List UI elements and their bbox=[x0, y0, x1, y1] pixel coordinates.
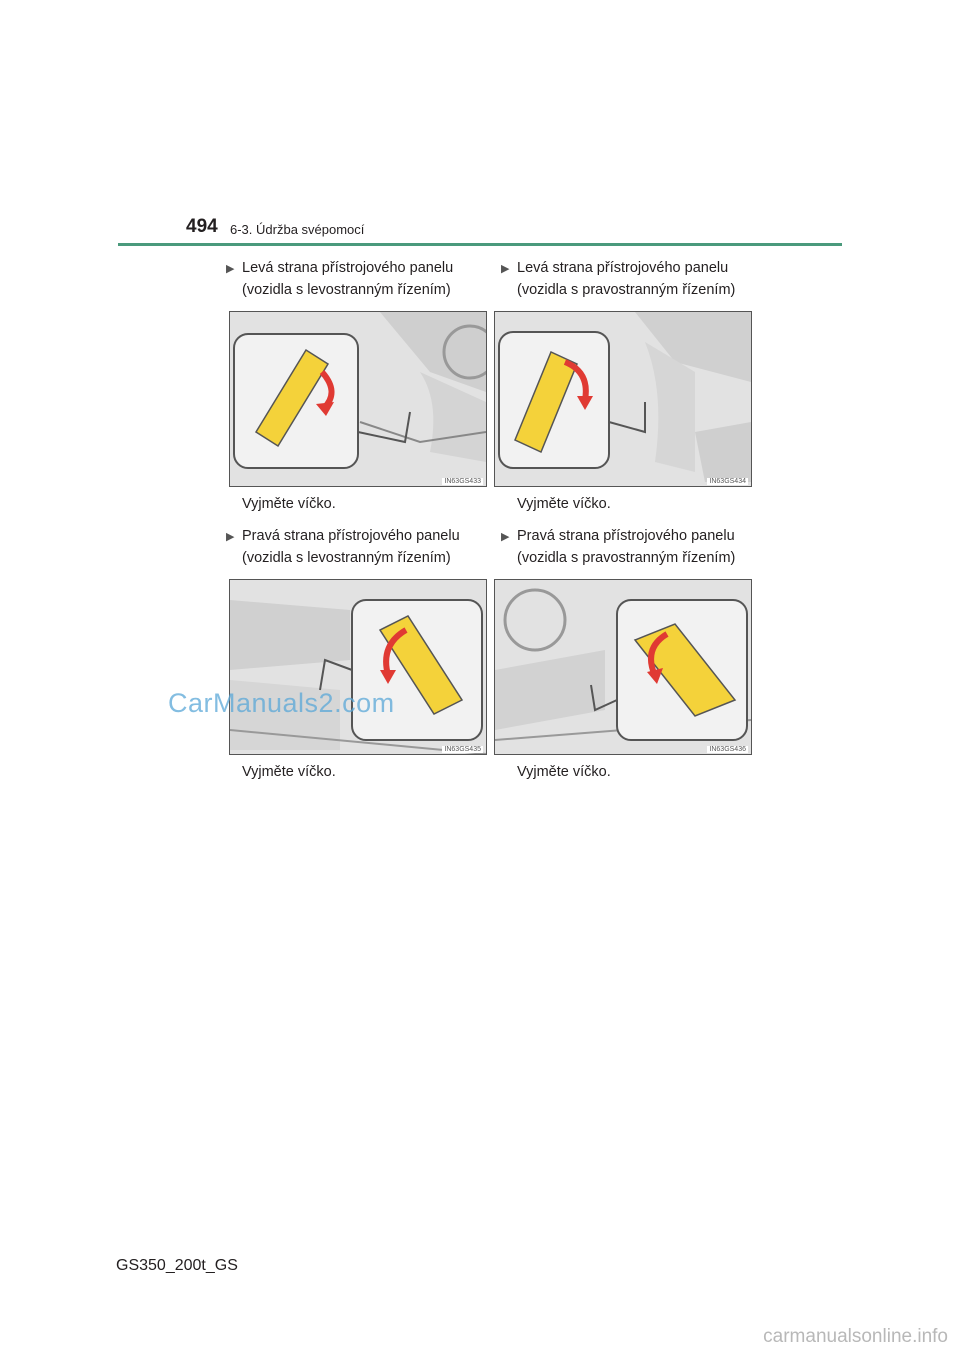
item-title-2-line1: Levá strana přístrojového panelu bbox=[517, 260, 729, 276]
figure-4 bbox=[494, 579, 752, 755]
figure-code: IN63GS435 bbox=[444, 746, 481, 753]
figure-code: IN63GS433 bbox=[444, 478, 481, 485]
item-title-1 bbox=[226, 257, 502, 301]
caption-1: Vyjměte víčko. bbox=[242, 496, 336, 512]
figure-1 bbox=[229, 311, 487, 487]
caption-4: Vyjměte víčko. bbox=[517, 764, 611, 780]
triangle-bullet-icon: ▶ bbox=[226, 531, 235, 543]
figure-2 bbox=[494, 311, 752, 487]
caption-2: Vyjměte víčko. bbox=[517, 496, 611, 512]
item-title-2-line2: (vozidla s pravostranným řízením) bbox=[517, 282, 736, 298]
figure-code: IN63GS434 bbox=[709, 478, 746, 485]
item-title-4-line1: Pravá strana přístrojového panelu bbox=[517, 528, 735, 544]
footer-site: carmanualsonline.info bbox=[763, 1326, 948, 1347]
triangle-bullet-icon: ▶ bbox=[501, 263, 510, 275]
item-title-3-line2: (vozidla s levostranným řízením) bbox=[242, 550, 451, 566]
section-title: 6-3. Údržba svépomocí bbox=[230, 222, 365, 237]
watermark: CarManuals2.com bbox=[168, 688, 395, 718]
item-title-1-line1: Levá strana přístrojového panelu bbox=[242, 260, 454, 276]
footer-model: GS350_200t_GS bbox=[116, 1257, 238, 1274]
figure-3 bbox=[229, 579, 487, 755]
triangle-bullet-icon: ▶ bbox=[501, 531, 510, 543]
page-number: 494 bbox=[186, 216, 218, 237]
figure-code: IN63GS436 bbox=[709, 746, 746, 753]
header-rule bbox=[118, 243, 842, 246]
item-title-4-line2: (vozidla s pravostranným řízením) bbox=[517, 550, 736, 566]
item-title-3-line1: Pravá strana přístrojového panelu bbox=[242, 528, 460, 544]
triangle-bullet-icon: ▶ bbox=[226, 263, 235, 275]
item-title-2 bbox=[501, 257, 777, 301]
caption-3: Vyjměte víčko. bbox=[242, 764, 336, 780]
item-title-4 bbox=[501, 525, 777, 569]
item-title-1-line2: (vozidla s levostranným řízením) bbox=[242, 282, 451, 298]
item-title-3 bbox=[226, 525, 502, 569]
